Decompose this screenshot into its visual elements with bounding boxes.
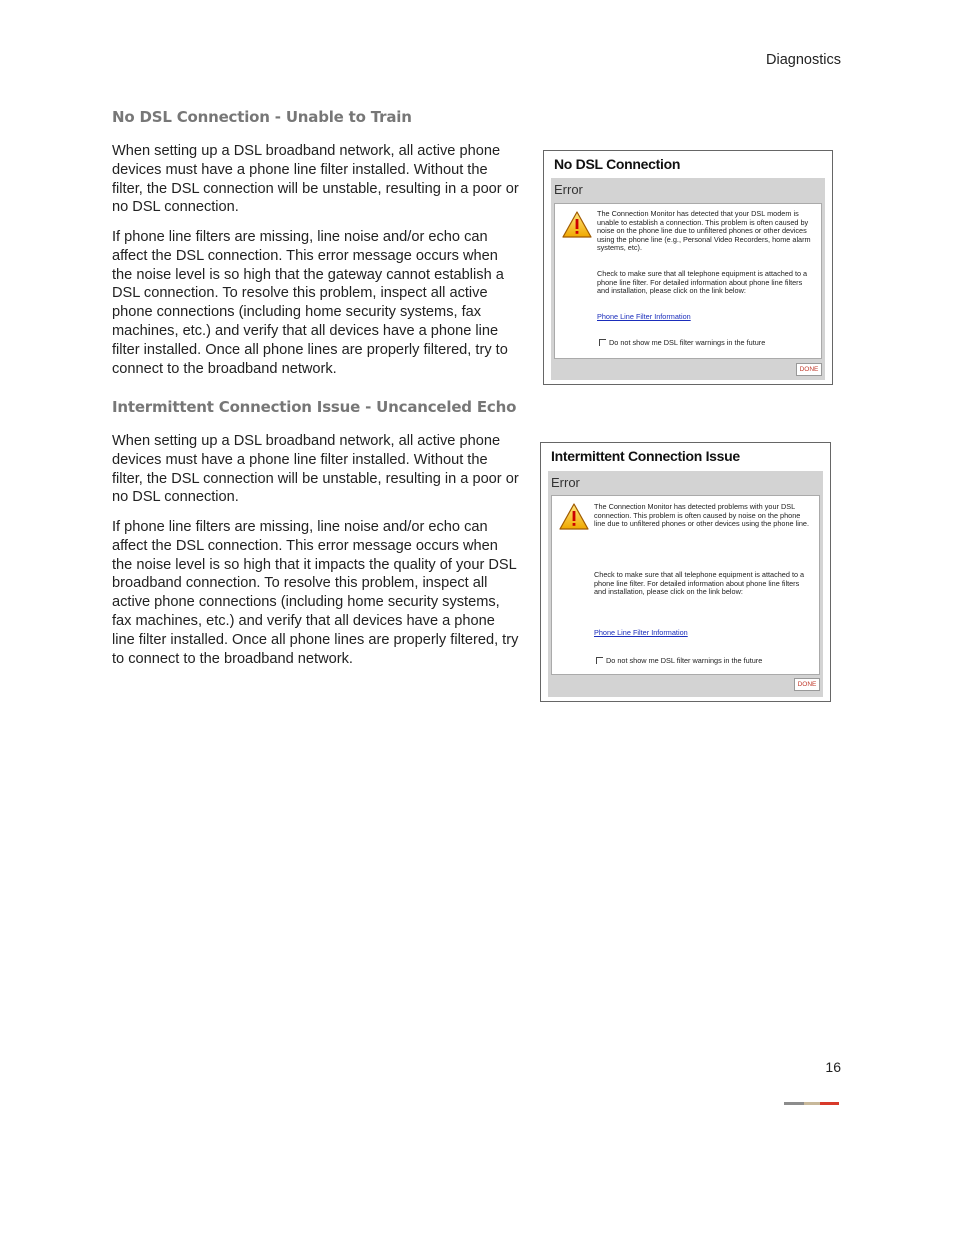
page-number: 16 bbox=[825, 1059, 841, 1075]
footer-bar-segment-red bbox=[820, 1102, 839, 1105]
dialog-message-1: The Connection Monitor has detected problems with your DSL connection. This problem is often caused by noise on the phone line due to unfiltered phones or other devices using the phone line. bbox=[594, 502, 810, 529]
filter-warning-checkbox[interactable] bbox=[596, 657, 603, 664]
warning-icon bbox=[558, 502, 590, 532]
section2-paragraph-1: When setting up a DSL broadband network, all active phone devices must have a phone line filter installed. Without the filter, the DSL connection will be unstable, resulting in a poor or no DSL connection. bbox=[112, 433, 519, 506]
done-button[interactable]: DONE bbox=[796, 363, 822, 376]
running-header: Diagnostics bbox=[766, 52, 841, 68]
section-heading-no-dsl: No DSL Connection - Unable to Train bbox=[112, 108, 412, 126]
checkbox-label: Do not show me DSL filter warnings in the future bbox=[609, 338, 766, 347]
checkbox-label: Do not show me DSL filter warnings in the future bbox=[606, 656, 763, 665]
section-heading-intermittent: Intermittent Connection Issue - Uncanceled Echo bbox=[112, 398, 517, 416]
section2-paragraph-2: If phone line filters are missing, line noise and/or echo can affect the DSL connection. This error message occurs when the noise level is so high that it impacts the quality of your DSL broadband connection. To resolve this problem, inspect all active phone connections (including home security systems, fax machines, etc.) and verify that all devices have a phone line filter installed. Once all phone lines are properly filtered, try to connect to the broadband network. bbox=[112, 519, 519, 667]
dialog-body bbox=[548, 471, 823, 697]
dialog-title: No DSL Connection bbox=[554, 156, 681, 172]
warning-icon bbox=[561, 210, 593, 240]
done-button[interactable]: DONE bbox=[794, 678, 820, 691]
dialog-message-2: Check to make sure that all telephone equipment is attached to a phone line filter. For detailed information about phone line filters and installation, please click on the link below: bbox=[597, 269, 808, 296]
filter-warning-checkbox-row bbox=[599, 338, 765, 347]
section1-paragraph-1: When setting up a DSL broadband network, all active phone devices must have a phone line filter installed. Without the filter, the DSL connection will be unstable, resulting in a poor or no DSL connection. bbox=[112, 143, 519, 216]
message-panel bbox=[551, 495, 820, 675]
dialog-message-2: Check to make sure that all telephone equipment is attached to a phone line filter. For detailed information about phone line filters and installation, please click on the link below: bbox=[594, 570, 805, 597]
footer-bar-segment-gray bbox=[784, 1102, 804, 1105]
phone-line-filter-link[interactable]: Phone Line Filter Information bbox=[597, 312, 691, 321]
no-dsl-dialog bbox=[543, 150, 833, 385]
filter-warning-checkbox[interactable] bbox=[599, 339, 606, 346]
dialog-title: Intermittent Connection Issue bbox=[551, 448, 740, 464]
section1-paragraph-2: If phone line filters are missing, line noise and/or echo can affect the DSL connection. This error message occurs when the noise level is so high that the gateway cannot establish a DSL connection. To resolve this problem, inspect all active phone connections (including home security systems, fax machines, etc.) and verify that all devices have a phone line filter installed. Once all phone lines are properly filtered, try to connect to the broadband network. bbox=[112, 229, 508, 377]
intermittent-dialog bbox=[540, 442, 831, 702]
filter-warning-checkbox-row bbox=[596, 656, 762, 665]
message-panel bbox=[554, 203, 822, 359]
error-label: Error bbox=[551, 475, 580, 490]
error-label: Error bbox=[554, 182, 583, 197]
phone-line-filter-link[interactable]: Phone Line Filter Information bbox=[594, 628, 688, 637]
dialog-message-1: The Connection Monitor has detected that your DSL modem is unable to establish a connection. This problem is often caused by noise on the phone line due to unfiltered phones or other devices using the phone line (e.g., Personal Video Recorders, home alarm systems, etc). bbox=[597, 209, 811, 253]
dialog-body bbox=[551, 178, 825, 380]
footer-bar-segment-tan bbox=[804, 1102, 820, 1105]
